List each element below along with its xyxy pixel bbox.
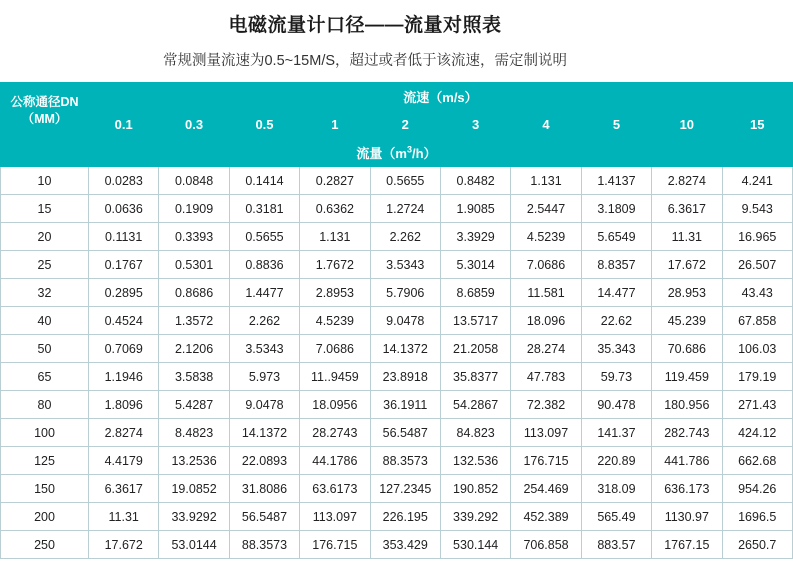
cell-value: 2.8953 xyxy=(300,279,370,307)
cell-value: 1130.97 xyxy=(652,503,722,531)
cell-value: 13.2536 xyxy=(159,447,229,475)
header-flow-title xyxy=(1,139,793,167)
cell-value: 339.292 xyxy=(440,503,510,531)
cell-value: 54.2867 xyxy=(440,391,510,419)
cell-value: 706.858 xyxy=(511,531,581,559)
cell-value: 1696.5 xyxy=(722,503,792,531)
table-row xyxy=(1,363,793,391)
cell-value: 22.62 xyxy=(581,307,651,335)
cell-value: 13.5717 xyxy=(440,307,510,335)
row-dn-value: 250 xyxy=(1,531,89,559)
cell-value: 4.4179 xyxy=(89,447,159,475)
cell-value: 0.5655 xyxy=(370,167,440,195)
cell-value: 2.262 xyxy=(229,307,299,335)
header-dn-cell xyxy=(1,83,89,139)
cell-value: 28.2743 xyxy=(300,419,370,447)
table-row xyxy=(1,307,793,335)
table-header-row-speed-values xyxy=(1,111,793,139)
cell-value: 8.6859 xyxy=(440,279,510,307)
table-row xyxy=(1,195,793,223)
cell-value: 132.536 xyxy=(440,447,510,475)
table-row xyxy=(1,279,793,307)
table-row xyxy=(1,419,793,447)
cell-value: 6.3617 xyxy=(89,475,159,503)
cell-value: 1.4137 xyxy=(581,167,651,195)
cell-value: 271.43 xyxy=(722,391,792,419)
cell-value: 0.7069 xyxy=(89,335,159,363)
cell-value: 662.68 xyxy=(722,447,792,475)
cell-value: 530.144 xyxy=(440,531,510,559)
cell-value: 72.382 xyxy=(511,391,581,419)
cell-value: 67.858 xyxy=(722,307,792,335)
cell-value: 0.2895 xyxy=(89,279,159,307)
cell-value: 17.672 xyxy=(89,531,159,559)
cell-value: 4.5239 xyxy=(511,223,581,251)
cell-value: 14.1372 xyxy=(229,419,299,447)
cell-value: 141.37 xyxy=(581,419,651,447)
cell-value: 424.12 xyxy=(722,419,792,447)
cell-value: 0.2827 xyxy=(300,167,370,195)
header-speed-5: 3 xyxy=(440,111,510,139)
cell-value: 88.3573 xyxy=(229,531,299,559)
cell-value: 441.786 xyxy=(652,447,722,475)
cell-value: 3.5343 xyxy=(229,335,299,363)
table-row xyxy=(1,447,793,475)
cell-value: 0.4524 xyxy=(89,307,159,335)
cell-value: 220.89 xyxy=(581,447,651,475)
cell-value: 1.8096 xyxy=(89,391,159,419)
header-flow-superscript: 3 xyxy=(406,144,412,155)
cell-value: 0.0636 xyxy=(89,195,159,223)
cell-value: 1.3572 xyxy=(159,307,229,335)
cell-value: 2.262 xyxy=(370,223,440,251)
cell-value: 44.1786 xyxy=(300,447,370,475)
cell-value: 4.5239 xyxy=(300,307,370,335)
cell-value: 45.239 xyxy=(652,307,722,335)
cell-value: 3.5343 xyxy=(370,251,440,279)
cell-value: 1.131 xyxy=(300,223,370,251)
header-speed-title: 流速（m/s） xyxy=(89,83,793,111)
cell-value: 452.389 xyxy=(511,503,581,531)
table-row xyxy=(1,223,793,251)
row-dn-value: 100 xyxy=(1,419,89,447)
cell-value: 5.973 xyxy=(229,363,299,391)
cell-value: 6.3617 xyxy=(652,195,722,223)
table-row xyxy=(1,531,793,559)
cell-value: 7.0686 xyxy=(511,251,581,279)
cell-value: 26.507 xyxy=(722,251,792,279)
cell-value: 0.5655 xyxy=(229,223,299,251)
cell-value: 179.19 xyxy=(722,363,792,391)
cell-value: 11.581 xyxy=(511,279,581,307)
table-row xyxy=(1,503,793,531)
cell-value: 2.5447 xyxy=(511,195,581,223)
table-row xyxy=(1,251,793,279)
cell-value: 3.1809 xyxy=(581,195,651,223)
cell-value: 18.096 xyxy=(511,307,581,335)
cell-value: 0.3181 xyxy=(229,195,299,223)
header-speed-2: 0.5 xyxy=(229,111,299,139)
header-speed-7: 5 xyxy=(581,111,651,139)
cell-value: 22.0893 xyxy=(229,447,299,475)
cell-value: 47.783 xyxy=(511,363,581,391)
cell-value: 1.1946 xyxy=(89,363,159,391)
cell-value: 1.2724 xyxy=(370,195,440,223)
table-header-row-speed-title xyxy=(1,83,793,111)
cell-value: 113.097 xyxy=(300,503,370,531)
page-subtitle: 常规测量流速为0.5~15M/S，超过或者低于该流速，需定制说明 xyxy=(162,53,568,69)
row-dn-value: 20 xyxy=(1,223,89,251)
table-header-row-flow-title xyxy=(1,139,793,167)
cell-value: 90.478 xyxy=(581,391,651,419)
cell-value: 2650.7 xyxy=(722,531,792,559)
cell-value: 7.0686 xyxy=(300,335,370,363)
cell-value: 5.3014 xyxy=(440,251,510,279)
cell-value: 28.274 xyxy=(511,335,581,363)
header-flow-suffix: /h） xyxy=(411,146,437,161)
header-speed-4: 2 xyxy=(370,111,440,139)
cell-value: 35.8377 xyxy=(440,363,510,391)
cell-value: 0.1131 xyxy=(89,223,159,251)
header-speed-8: 10 xyxy=(652,111,722,139)
cell-value: 88.3573 xyxy=(370,447,440,475)
cell-value: 14.477 xyxy=(581,279,651,307)
cell-value: 0.6362 xyxy=(300,195,370,223)
cell-value: 954.26 xyxy=(722,475,792,503)
row-dn-value: 32 xyxy=(1,279,89,307)
header-speed-9: 15 xyxy=(722,111,792,139)
cell-value: 23.8918 xyxy=(370,363,440,391)
cell-value: 2.8274 xyxy=(89,419,159,447)
cell-value: 176.715 xyxy=(511,447,581,475)
cell-value: 5.7906 xyxy=(370,279,440,307)
header-dn-line1: 公称通径DN xyxy=(10,94,79,109)
header-dn-line2: （MM） xyxy=(21,111,68,126)
cell-value: 1.131 xyxy=(511,167,581,195)
cell-value: 33.9292 xyxy=(159,503,229,531)
cell-value: 35.343 xyxy=(581,335,651,363)
cell-value: 254.469 xyxy=(511,475,581,503)
cell-value: 19.0852 xyxy=(159,475,229,503)
cell-value: 9.543 xyxy=(722,195,792,223)
cell-value: 883.57 xyxy=(581,531,651,559)
cell-value: 2.1206 xyxy=(159,335,229,363)
cell-value: 70.686 xyxy=(652,335,722,363)
cell-value: 0.1767 xyxy=(89,251,159,279)
cell-value: 180.956 xyxy=(652,391,722,419)
cell-value: 5.6549 xyxy=(581,223,651,251)
cell-value: 0.1414 xyxy=(229,167,299,195)
row-dn-value: 200 xyxy=(1,503,89,531)
cell-value: 36.1911 xyxy=(370,391,440,419)
cell-value: 0.3393 xyxy=(159,223,229,251)
cell-value: 318.09 xyxy=(581,475,651,503)
cell-value: 636.173 xyxy=(652,475,722,503)
cell-value: 11.31 xyxy=(652,223,722,251)
row-dn-value: 150 xyxy=(1,475,89,503)
cell-value: 9.0478 xyxy=(370,307,440,335)
flow-rate-table xyxy=(0,82,793,559)
cell-value: 0.0283 xyxy=(89,167,159,195)
cell-value: 53.0144 xyxy=(159,531,229,559)
cell-value: 63.6173 xyxy=(300,475,370,503)
table-row xyxy=(1,335,793,363)
header-speed-0: 0.1 xyxy=(89,111,159,139)
cell-value: 11..9459 xyxy=(300,363,370,391)
cell-value: 3.5838 xyxy=(159,363,229,391)
cell-value: 1.7672 xyxy=(300,251,370,279)
table-row xyxy=(1,475,793,503)
cell-value: 226.195 xyxy=(370,503,440,531)
cell-value: 282.743 xyxy=(652,419,722,447)
row-dn-value: 50 xyxy=(1,335,89,363)
cell-value: 31.8086 xyxy=(229,475,299,503)
cell-value: 113.097 xyxy=(511,419,581,447)
cell-value: 2.8274 xyxy=(652,167,722,195)
cell-value: 565.49 xyxy=(581,503,651,531)
cell-value: 176.715 xyxy=(300,531,370,559)
cell-value: 8.8357 xyxy=(581,251,651,279)
row-dn-value: 25 xyxy=(1,251,89,279)
cell-value: 0.8836 xyxy=(229,251,299,279)
row-dn-value: 15 xyxy=(1,195,89,223)
cell-value: 0.8482 xyxy=(440,167,510,195)
cell-value: 21.2058 xyxy=(440,335,510,363)
row-dn-value: 10 xyxy=(1,167,89,195)
header-speed-3: 1 xyxy=(300,111,370,139)
row-dn-value: 125 xyxy=(1,447,89,475)
cell-value: 1.9085 xyxy=(440,195,510,223)
cell-value: 43.43 xyxy=(722,279,792,307)
table-row xyxy=(1,167,793,195)
cell-value: 0.8686 xyxy=(159,279,229,307)
cell-value: 28.953 xyxy=(652,279,722,307)
cell-value: 190.852 xyxy=(440,475,510,503)
row-dn-value: 65 xyxy=(1,363,89,391)
cell-value: 9.0478 xyxy=(229,391,299,419)
header-flow-prefix: 流量（m xyxy=(356,146,407,161)
header-speed-1: 0.3 xyxy=(159,111,229,139)
cell-value: 0.1909 xyxy=(159,195,229,223)
cell-value: 1767.15 xyxy=(652,531,722,559)
cell-value: 0.5301 xyxy=(159,251,229,279)
cell-value: 0.0848 xyxy=(159,167,229,195)
cell-value: 56.5487 xyxy=(370,419,440,447)
cell-value: 14.1372 xyxy=(370,335,440,363)
cell-value: 56.5487 xyxy=(229,503,299,531)
cell-value: 17.672 xyxy=(652,251,722,279)
cell-value: 5.4287 xyxy=(159,391,229,419)
table-row xyxy=(1,391,793,419)
row-dn-value: 80 xyxy=(1,391,89,419)
cell-value: 3.3929 xyxy=(440,223,510,251)
cell-value: 353.429 xyxy=(370,531,440,559)
header-speed-6: 4 xyxy=(511,111,581,139)
cell-value: 127.2345 xyxy=(370,475,440,503)
cell-value: 59.73 xyxy=(581,363,651,391)
page-title: 电磁流量计口径——流量对照表 xyxy=(228,15,502,36)
cell-value: 4.241 xyxy=(722,167,792,195)
cell-value: 16.965 xyxy=(722,223,792,251)
cell-value: 8.4823 xyxy=(159,419,229,447)
cell-value: 119.459 xyxy=(652,363,722,391)
cell-value: 18.0956 xyxy=(300,391,370,419)
cell-value: 11.31 xyxy=(89,503,159,531)
cell-value: 1.4477 xyxy=(229,279,299,307)
cell-value: 84.823 xyxy=(440,419,510,447)
row-dn-value: 40 xyxy=(1,307,89,335)
cell-value: 106.03 xyxy=(722,335,792,363)
